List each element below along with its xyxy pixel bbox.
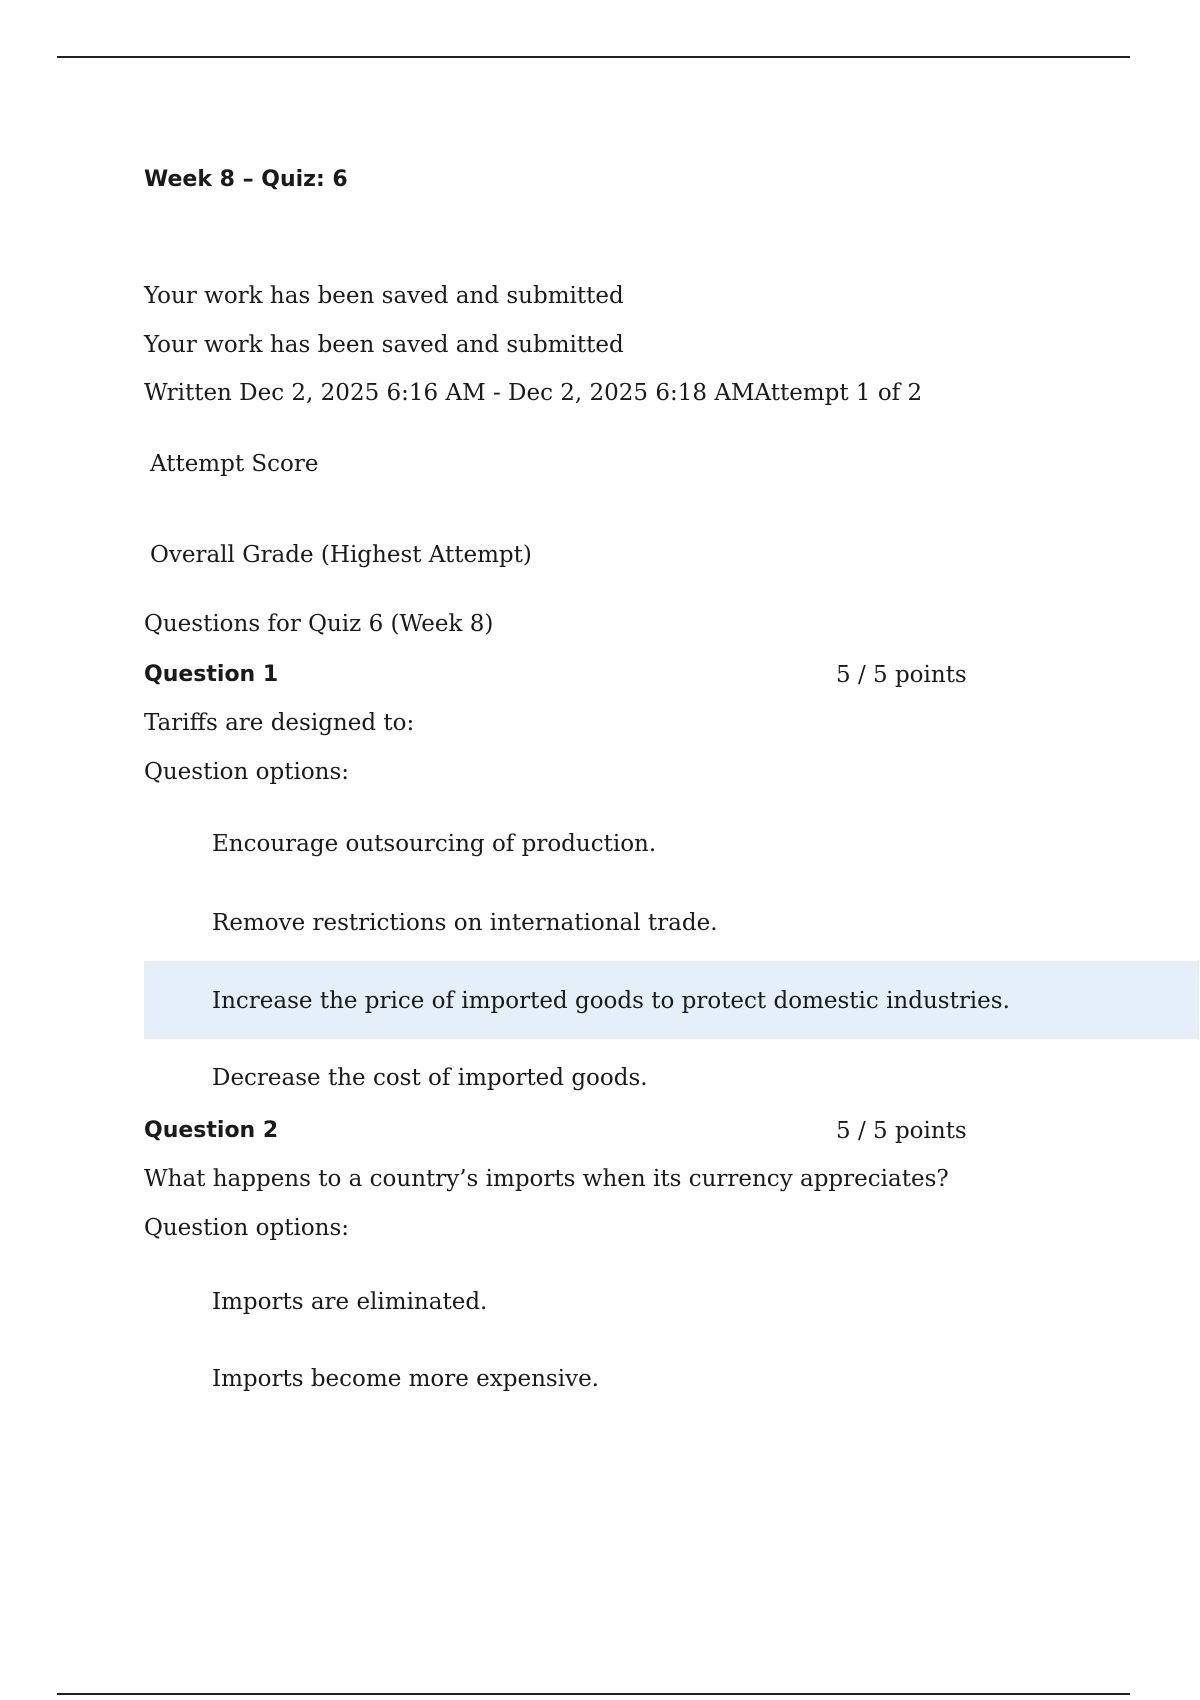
question-2-option-1[interactable]: Imports are eliminated. xyxy=(212,1289,488,1315)
question-2-prompt: What happens to a country’s imports when its currency appreciates? xyxy=(144,1166,949,1192)
submission-status-repeat: Your work has been saved and submitted xyxy=(144,332,624,358)
question-2-option-2[interactable]: Imports become more expensive. xyxy=(212,1366,599,1392)
question-1-points: 5 / 5 points xyxy=(836,662,967,688)
question-1-option-2[interactable]: Remove restrictions on international trade. xyxy=(212,910,718,936)
question-1-option-3-selected[interactable]: Increase the price of imported goods to protect domestic industries. xyxy=(212,988,1010,1014)
question-1-options-label: Question options: xyxy=(144,759,350,785)
question-2-points: 5 / 5 points xyxy=(836,1118,967,1144)
question-1-label: Question 1 xyxy=(144,662,279,687)
question-1-option-4[interactable]: Decrease the cost of imported goods. xyxy=(212,1065,648,1091)
overall-grade-label: Overall Grade (Highest Attempt) xyxy=(150,542,532,568)
question-1-option-1[interactable]: Encourage outsourcing of production. xyxy=(212,831,657,857)
top-divider xyxy=(57,56,1130,58)
question-2-options-label: Question options: xyxy=(144,1215,350,1241)
question-2-label: Question 2 xyxy=(144,1118,279,1143)
submission-status: Your work has been saved and submitted xyxy=(144,283,624,309)
questions-heading: Questions for Quiz 6 (Week 8) xyxy=(144,611,494,637)
quiz-title: Week 8 – Quiz: 6 xyxy=(144,167,348,192)
question-1-prompt: Tariffs are designed to: xyxy=(144,710,415,736)
attempt-timestamp: Written Dec 2, 2025 6:16 AM - Dec 2, 2025 6:18 AMAttempt 1 of 2 xyxy=(144,380,923,406)
bottom-divider xyxy=(57,1693,1130,1695)
attempt-score-label: Attempt Score xyxy=(150,451,319,477)
